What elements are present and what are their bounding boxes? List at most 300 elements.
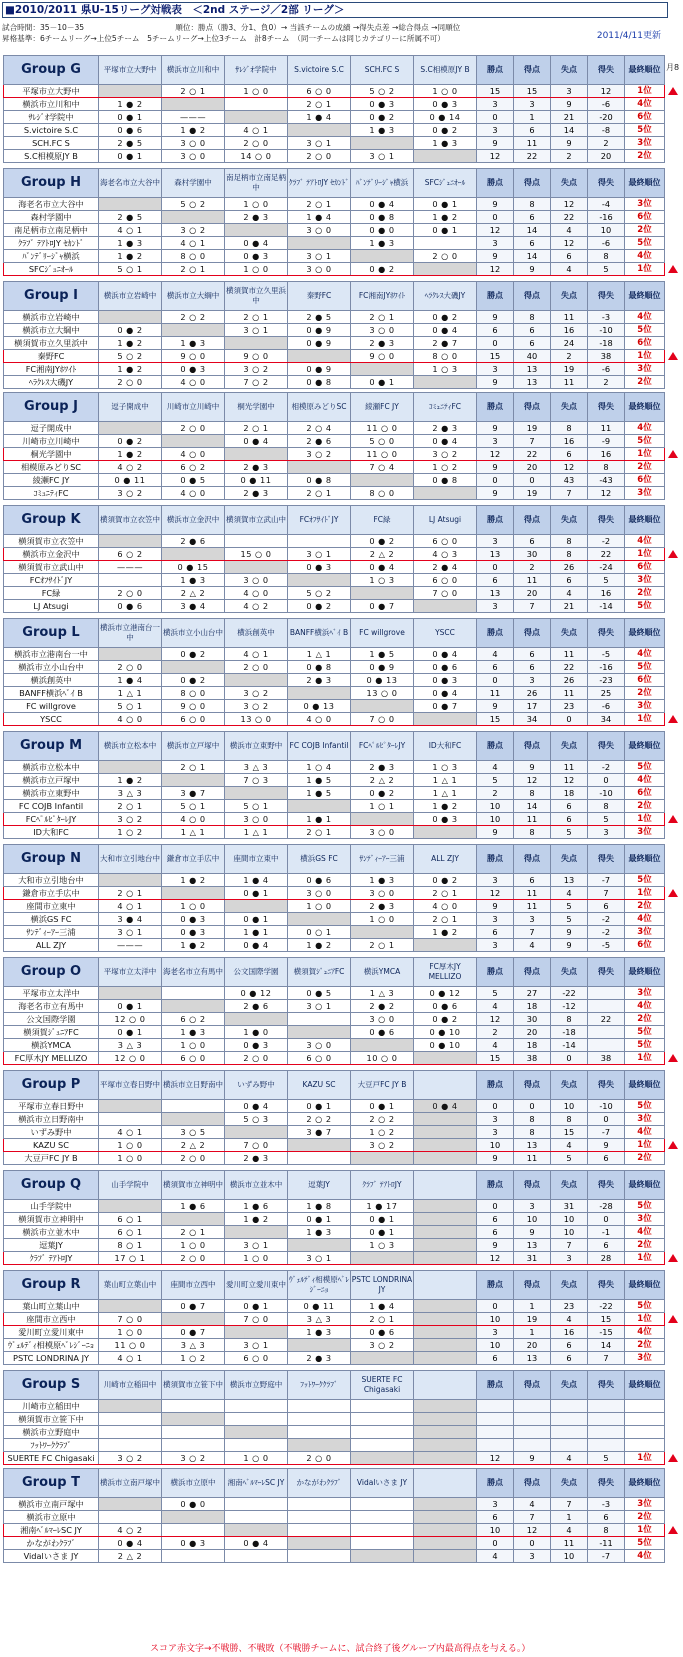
- match-score: 4 ○ 0: [225, 587, 288, 600]
- match-score: 1 ● 2: [99, 337, 162, 350]
- match-score: [414, 1052, 477, 1065]
- stat-value: 11: [588, 422, 625, 435]
- team-name: 相模原みどりSC: [4, 461, 99, 474]
- team-name: 桐光学園中: [4, 448, 99, 461]
- match-score: [225, 1413, 288, 1426]
- team-row: [4, 1226, 665, 1239]
- match-score: [162, 211, 225, 224]
- stat-value: 4: [551, 887, 588, 900]
- match-score: 6 ○ 0: [288, 85, 351, 98]
- match-score: 8 ○ 0: [351, 487, 414, 500]
- final-rank: 1位: [625, 1252, 665, 1265]
- stat-header: 最終順位: [625, 958, 665, 987]
- final-rank: 1位: [625, 1313, 665, 1326]
- match-score: [288, 1426, 351, 1439]
- opponent-header: SUERTE FC Chigasaki: [351, 1371, 414, 1400]
- group-table: [3, 281, 665, 389]
- match-score: 2 ○ 0: [414, 250, 477, 263]
- match-score: 2 ○ 1: [351, 311, 414, 324]
- group-table: [3, 1170, 665, 1265]
- stat-value: -10: [588, 1100, 625, 1113]
- match-score: 2 ● 5: [288, 311, 351, 324]
- match-score: 4 ○ 0: [288, 713, 351, 726]
- opponent-header: 平塚市立春日野中: [99, 1071, 162, 1100]
- team-row: [4, 448, 665, 461]
- promotion-marker-icon: [668, 1141, 678, 1149]
- opponent-header: 横須賀ｼﾞｭﾆｱFC: [288, 958, 351, 987]
- stat-header: 得点: [514, 393, 551, 422]
- stat-header: 最終順位: [625, 393, 665, 422]
- stat-value: 4: [551, 587, 588, 600]
- match-score: 0 ● 7: [162, 1300, 225, 1313]
- stat-value: 9: [477, 826, 514, 839]
- match-score: [162, 548, 225, 561]
- stat-value: -12: [551, 1000, 588, 1013]
- stat-value: 11: [514, 887, 551, 900]
- stat-header: 得失: [588, 732, 625, 761]
- final-rank: 1位: [625, 263, 665, 276]
- stat-value: 0: [514, 1100, 551, 1113]
- team-name: 南足柄市立南足柄中: [4, 224, 99, 237]
- final-rank: 1位: [625, 350, 665, 363]
- stat-value: 14: [514, 224, 551, 237]
- match-score: 10 ○ 0: [351, 1052, 414, 1065]
- stat-value: 11: [514, 900, 551, 913]
- stat-value: 0: [514, 474, 551, 487]
- match-score: [351, 1426, 414, 1439]
- stat-header: 得失: [588, 282, 625, 311]
- match-score: 2 ● 5: [99, 211, 162, 224]
- match-score: 3 ● 4: [99, 913, 162, 926]
- match-score: 3 ● 7: [162, 787, 225, 800]
- group-name: Group O: [4, 958, 99, 987]
- stat-value: 10: [514, 1213, 551, 1226]
- match-score: 0 ● 4: [414, 1100, 477, 1113]
- match-score: 1 △ 1: [99, 687, 162, 700]
- match-score: [225, 1226, 288, 1239]
- stat-value: 6: [477, 926, 514, 939]
- match-score: 0 ● 4: [225, 237, 288, 250]
- stat-value: -15: [588, 1326, 625, 1339]
- stat-header: 得失: [588, 56, 625, 85]
- match-score: [288, 461, 351, 474]
- match-score: [288, 1152, 351, 1165]
- team-row: [4, 350, 665, 363]
- stat-header: 得失: [588, 169, 625, 198]
- match-score: [351, 1252, 414, 1265]
- team-row: [4, 1052, 665, 1065]
- match-score: 0 ● 7: [162, 1326, 225, 1339]
- team-row: [4, 1126, 665, 1139]
- match-score: 3 ○ 2: [99, 1452, 162, 1465]
- stat-value: 4: [477, 648, 514, 661]
- team-row: [4, 1313, 665, 1326]
- final-rank: 2位: [625, 1511, 665, 1524]
- match-score: [225, 787, 288, 800]
- stat-value: 16: [588, 587, 625, 600]
- team-row: [4, 1039, 665, 1052]
- match-score: 0 ● 8: [288, 376, 351, 389]
- match-score: 1 ● 4: [288, 211, 351, 224]
- match-score: 1 ○ 0: [99, 1326, 162, 1339]
- team-name: 横浜市立小山台中: [4, 661, 99, 674]
- stat-value: 17: [514, 700, 551, 713]
- match-score: 1 ● 3: [99, 237, 162, 250]
- stat-value: 15: [477, 713, 514, 726]
- match-score: 0 ● 8: [351, 211, 414, 224]
- stat-value: 4: [514, 1498, 551, 1511]
- group-table: [3, 957, 665, 1065]
- match-score: 2 ○ 2: [162, 311, 225, 324]
- opponent-header: ﾊﾞﾝﾃﾞﾘｰｼﾞｬ横浜: [351, 169, 414, 198]
- match-score: [288, 1537, 351, 1550]
- stat-value: 4: [551, 1524, 588, 1537]
- opponent-header: S.victoire S.C: [288, 56, 351, 85]
- team-row: [4, 887, 665, 900]
- match-score: 0 ● 4: [351, 561, 414, 574]
- stat-value: 3: [477, 1113, 514, 1126]
- final-rank: 4位: [625, 1326, 665, 1339]
- group-table: [3, 392, 665, 500]
- opponent-header: 葉山町立葉山中: [99, 1271, 162, 1300]
- team-row: [4, 939, 665, 952]
- opponent-header: 秦野FC: [288, 282, 351, 311]
- team-name: 横須賀市立武山中: [4, 561, 99, 574]
- match-score: 7 ○ 2: [225, 376, 288, 389]
- stat-value: 11: [551, 1537, 588, 1550]
- final-rank: 1位: [625, 448, 665, 461]
- match-score: 2 ● 3: [225, 461, 288, 474]
- stat-header: 得失: [588, 393, 625, 422]
- team-row: [4, 111, 665, 124]
- team-name: ALL ZJY: [4, 939, 99, 952]
- match-score: [99, 1439, 162, 1452]
- opponent-header: Vidalいさま JY: [351, 1469, 414, 1498]
- team-name: 平塚市立太洋中: [4, 987, 99, 1000]
- match-score: 3 ○ 2: [351, 1139, 414, 1152]
- opponent-header: ｳﾞｪﾙﾃﾞｨ相模原ﾍﾞﾚｼﾞｰﾆｮ: [288, 1271, 351, 1300]
- stat-value: [477, 1413, 514, 1426]
- final-rank: 4位: [625, 1226, 665, 1239]
- team-name: ｻﾚｼﾞｵ学院中: [4, 111, 99, 124]
- match-score: 0 ● 1: [351, 1213, 414, 1226]
- stat-value: 9: [477, 311, 514, 324]
- group-name: Group M: [4, 732, 99, 761]
- stat-header: 勝点: [477, 958, 514, 987]
- team-name: 公文国際学園: [4, 1013, 99, 1026]
- stat-value: 6: [551, 250, 588, 263]
- final-rank: 1位: [625, 1139, 665, 1152]
- stat-value: 10: [588, 224, 625, 237]
- stat-value: 23: [551, 1300, 588, 1313]
- stat-value: 9: [514, 761, 551, 774]
- stat-value: -24: [588, 561, 625, 574]
- match-score: 3 ○ 1: [288, 1000, 351, 1013]
- match-score: [414, 150, 477, 163]
- group-name: Group G: [4, 56, 99, 85]
- stat-value: 26: [514, 687, 551, 700]
- match-score: [225, 1550, 288, 1563]
- stat-value: [551, 1413, 588, 1426]
- match-score: 6 ○ 1: [99, 1226, 162, 1239]
- match-score: [99, 1426, 162, 1439]
- team-name: BANFF横浜ﾍﾞｲ B: [4, 687, 99, 700]
- stat-header: 得点: [514, 1071, 551, 1100]
- stat-value: [551, 1426, 588, 1439]
- match-score: 3 ○ 2: [288, 448, 351, 461]
- match-score: 0 ● 10: [414, 1039, 477, 1052]
- team-name: 座間市立西中: [4, 1313, 99, 1326]
- match-score: [351, 1413, 414, 1426]
- team-row: [4, 1139, 665, 1152]
- match-score: 1 ● 0: [225, 1026, 288, 1039]
- team-name: 川崎市立川崎中: [4, 435, 99, 448]
- match-score: 0 ● 6: [351, 1326, 414, 1339]
- match-score: 1 ○ 0: [225, 1252, 288, 1265]
- match-score: 1 ● 2: [162, 939, 225, 952]
- match-score: [225, 448, 288, 461]
- final-rank: 4位: [625, 98, 665, 111]
- opponent-header: ﾌｯﾄﾜｰｸｸﾗﾌﾞ: [288, 1371, 351, 1400]
- team-row: [4, 324, 665, 337]
- stat-value: 10: [551, 1550, 588, 1563]
- stat-value: 1: [514, 1326, 551, 1339]
- stat-value: 10: [551, 1100, 588, 1113]
- match-score: [288, 237, 351, 250]
- match-score: 1 ○ 1: [351, 800, 414, 813]
- match-score: [225, 111, 288, 124]
- final-rank: 1位: [625, 813, 665, 826]
- match-score: 2 ○ 1: [288, 826, 351, 839]
- group-table: [3, 844, 665, 952]
- stat-value: 13: [477, 587, 514, 600]
- stat-header: 得失: [588, 619, 625, 648]
- stat-value: 9: [477, 900, 514, 913]
- stat-header: 得点: [514, 56, 551, 85]
- match-score: [351, 587, 414, 600]
- match-score: 1 ○ 2: [351, 1126, 414, 1139]
- stat-value: 2: [588, 376, 625, 389]
- team-name: KAZU SC: [4, 1139, 99, 1152]
- final-rank: 6位: [625, 337, 665, 350]
- stat-value: 31: [514, 1252, 551, 1265]
- match-score: 3 ○ 1: [351, 150, 414, 163]
- stat-value: 22: [588, 548, 625, 561]
- team-name: ｺﾐｭﾆﾃｨFC: [4, 487, 99, 500]
- match-score: 0 ● 5: [288, 987, 351, 1000]
- team-name: 横浜市立大綱中: [4, 324, 99, 337]
- match-score: [225, 224, 288, 237]
- team-row: [4, 600, 665, 613]
- match-score: 5 ○ 2: [162, 198, 225, 211]
- match-score: 0 ● 4: [414, 324, 477, 337]
- stat-value: 3: [477, 124, 514, 137]
- match-score: 0 ● 2: [351, 111, 414, 124]
- stat-value: 3: [477, 535, 514, 548]
- stat-value: 15: [551, 1126, 588, 1139]
- team-row: [4, 1213, 665, 1226]
- match-score: 1 △ 1: [288, 648, 351, 661]
- group-p: [3, 1070, 667, 1165]
- match-score: [162, 435, 225, 448]
- match-score: [162, 1524, 225, 1537]
- match-score: 1 ○ 3: [351, 574, 414, 587]
- opponent-header: 川崎市立川崎中: [162, 393, 225, 422]
- final-rank: 5位: [625, 237, 665, 250]
- match-score: 0 ● 4: [414, 687, 477, 700]
- stat-value: 6: [514, 337, 551, 350]
- match-score: 0 ○ 1: [288, 926, 351, 939]
- match-score: 0 ● 4: [99, 1537, 162, 1550]
- stat-value: 19: [514, 1313, 551, 1326]
- match-score: 1 ● 6: [162, 1200, 225, 1213]
- stat-value: 7: [514, 435, 551, 448]
- match-score: [225, 561, 288, 574]
- match-score: 2 ○ 0: [162, 422, 225, 435]
- match-score: 1 ● 3: [414, 137, 477, 150]
- stat-header: 勝点: [477, 845, 514, 874]
- team-name: 横須賀市立神明中: [4, 1213, 99, 1226]
- team-name: 海老名市立有馬中: [4, 1000, 99, 1013]
- match-score: 5 ○ 1: [225, 800, 288, 813]
- match-score: 2 ○ 0: [288, 150, 351, 163]
- stat-value: 3: [477, 874, 514, 887]
- stat-header: 得点: [514, 1271, 551, 1300]
- match-score: [414, 263, 477, 276]
- match-score: 1 ● 2: [162, 874, 225, 887]
- group-name: Group J: [4, 393, 99, 422]
- match-score: [351, 1524, 414, 1537]
- stat-value: 3: [477, 237, 514, 250]
- team-row: [4, 761, 665, 774]
- stat-value: 8: [588, 1524, 625, 1537]
- stat-value: 6: [514, 211, 551, 224]
- stat-value: 26: [551, 561, 588, 574]
- stat-value: 4: [551, 263, 588, 276]
- stat-value: 5: [588, 263, 625, 276]
- match-score: 3 △ 3: [288, 1313, 351, 1326]
- stat-header: 勝点: [477, 1469, 514, 1498]
- match-score: [414, 600, 477, 613]
- match-score: 0 ● 11: [225, 474, 288, 487]
- match-score: [351, 137, 414, 150]
- stat-value: [551, 1439, 588, 1452]
- stat-header: 勝点: [477, 1271, 514, 1300]
- stat-value: -14: [588, 600, 625, 613]
- final-rank: 6位: [625, 787, 665, 800]
- match-score: [99, 422, 162, 435]
- stat-value: 5: [551, 900, 588, 913]
- stat-value: -2: [588, 926, 625, 939]
- final-rank: 2位: [625, 1239, 665, 1252]
- stat-value: 16: [551, 324, 588, 337]
- match-score: 2 ○ 0: [288, 1452, 351, 1465]
- stat-header: 最終順位: [625, 619, 665, 648]
- match-score: 3 ○ 0: [288, 224, 351, 237]
- team-row: [4, 587, 665, 600]
- final-rank: 2位: [625, 687, 665, 700]
- match-score: 1 ● 3: [162, 1026, 225, 1039]
- opponent-header: FC湘南JYﾎﾜｲﾄ: [351, 282, 414, 311]
- final-rank: 4位: [625, 1000, 665, 1013]
- match-score: [351, 1498, 414, 1511]
- stat-value: 10: [477, 813, 514, 826]
- match-score: [225, 1013, 288, 1026]
- stat-value: 34: [514, 713, 551, 726]
- match-score: [288, 913, 351, 926]
- final-rank: [625, 1413, 665, 1426]
- match-score: 0 ● 9: [288, 324, 351, 337]
- stat-header: 得失: [588, 845, 625, 874]
- match-score: 4 ○ 2: [225, 600, 288, 613]
- stat-value: 2: [588, 137, 625, 150]
- stat-value: 0: [477, 211, 514, 224]
- match-score: 0 ● 3: [225, 250, 288, 263]
- match-score: [99, 1200, 162, 1213]
- team-name: 横須賀市立衣笠中: [4, 535, 99, 548]
- opponent-header: 相模原みどりSC: [288, 393, 351, 422]
- match-score: 0 ● 1: [414, 224, 477, 237]
- match-score: 0 ● 2: [351, 787, 414, 800]
- final-rank: 5位: [625, 1300, 665, 1313]
- stat-header: 失点: [551, 1271, 588, 1300]
- match-score: 1 ○ 0: [162, 900, 225, 913]
- match-score: 1 △ 1: [414, 774, 477, 787]
- opponent-header: 横浜市立岩崎中: [99, 282, 162, 311]
- stat-value: -6: [588, 700, 625, 713]
- match-score: 0 ● 12: [414, 987, 477, 1000]
- group-name: Group K: [4, 506, 99, 535]
- stat-value: -6: [588, 98, 625, 111]
- stat-value: [514, 1400, 551, 1413]
- stat-value: 34: [588, 713, 625, 726]
- match-score: 0 ● 1: [225, 1300, 288, 1313]
- match-score: 0 ● 3: [162, 913, 225, 926]
- match-score: 3 ○ 0: [162, 137, 225, 150]
- match-score: 2 ● 4: [414, 561, 477, 574]
- match-score: 12 ○ 0: [99, 1052, 162, 1065]
- stat-value: 24: [551, 337, 588, 350]
- stat-value: [514, 1439, 551, 1452]
- team-row: [4, 1452, 665, 1465]
- match-score: 0 ● 2: [99, 435, 162, 448]
- match-score: 6 ○ 0: [288, 1052, 351, 1065]
- stat-value: 3: [588, 826, 625, 839]
- stat-header: 失点: [551, 169, 588, 198]
- match-score: 0 ● 6: [351, 1026, 414, 1039]
- opponent-header: 逗子開成中: [99, 393, 162, 422]
- stat-value: 0: [588, 1213, 625, 1226]
- match-score: 2 ○ 0: [162, 1252, 225, 1265]
- final-rank: 3位: [625, 826, 665, 839]
- stat-value: 6: [514, 648, 551, 661]
- stat-header: 勝点: [477, 506, 514, 535]
- team-row: [4, 337, 665, 350]
- team-row: [4, 1239, 665, 1252]
- match-score: [351, 813, 414, 826]
- opponent-header: 横浜市立松本中: [99, 732, 162, 761]
- final-rank: 3位: [625, 700, 665, 713]
- promotion-marker-icon: [668, 550, 678, 558]
- stat-value: -3: [588, 1498, 625, 1511]
- stat-value: 27: [514, 987, 551, 1000]
- match-score: 2 ○ 1: [225, 311, 288, 324]
- match-score: [288, 1439, 351, 1452]
- match-score: 4 ○ 1: [99, 1352, 162, 1365]
- opponent-header: 愛川町立愛川東中: [225, 1271, 288, 1300]
- promotion-marker-icon: [668, 265, 678, 273]
- match-score: 5 ○ 1: [99, 263, 162, 276]
